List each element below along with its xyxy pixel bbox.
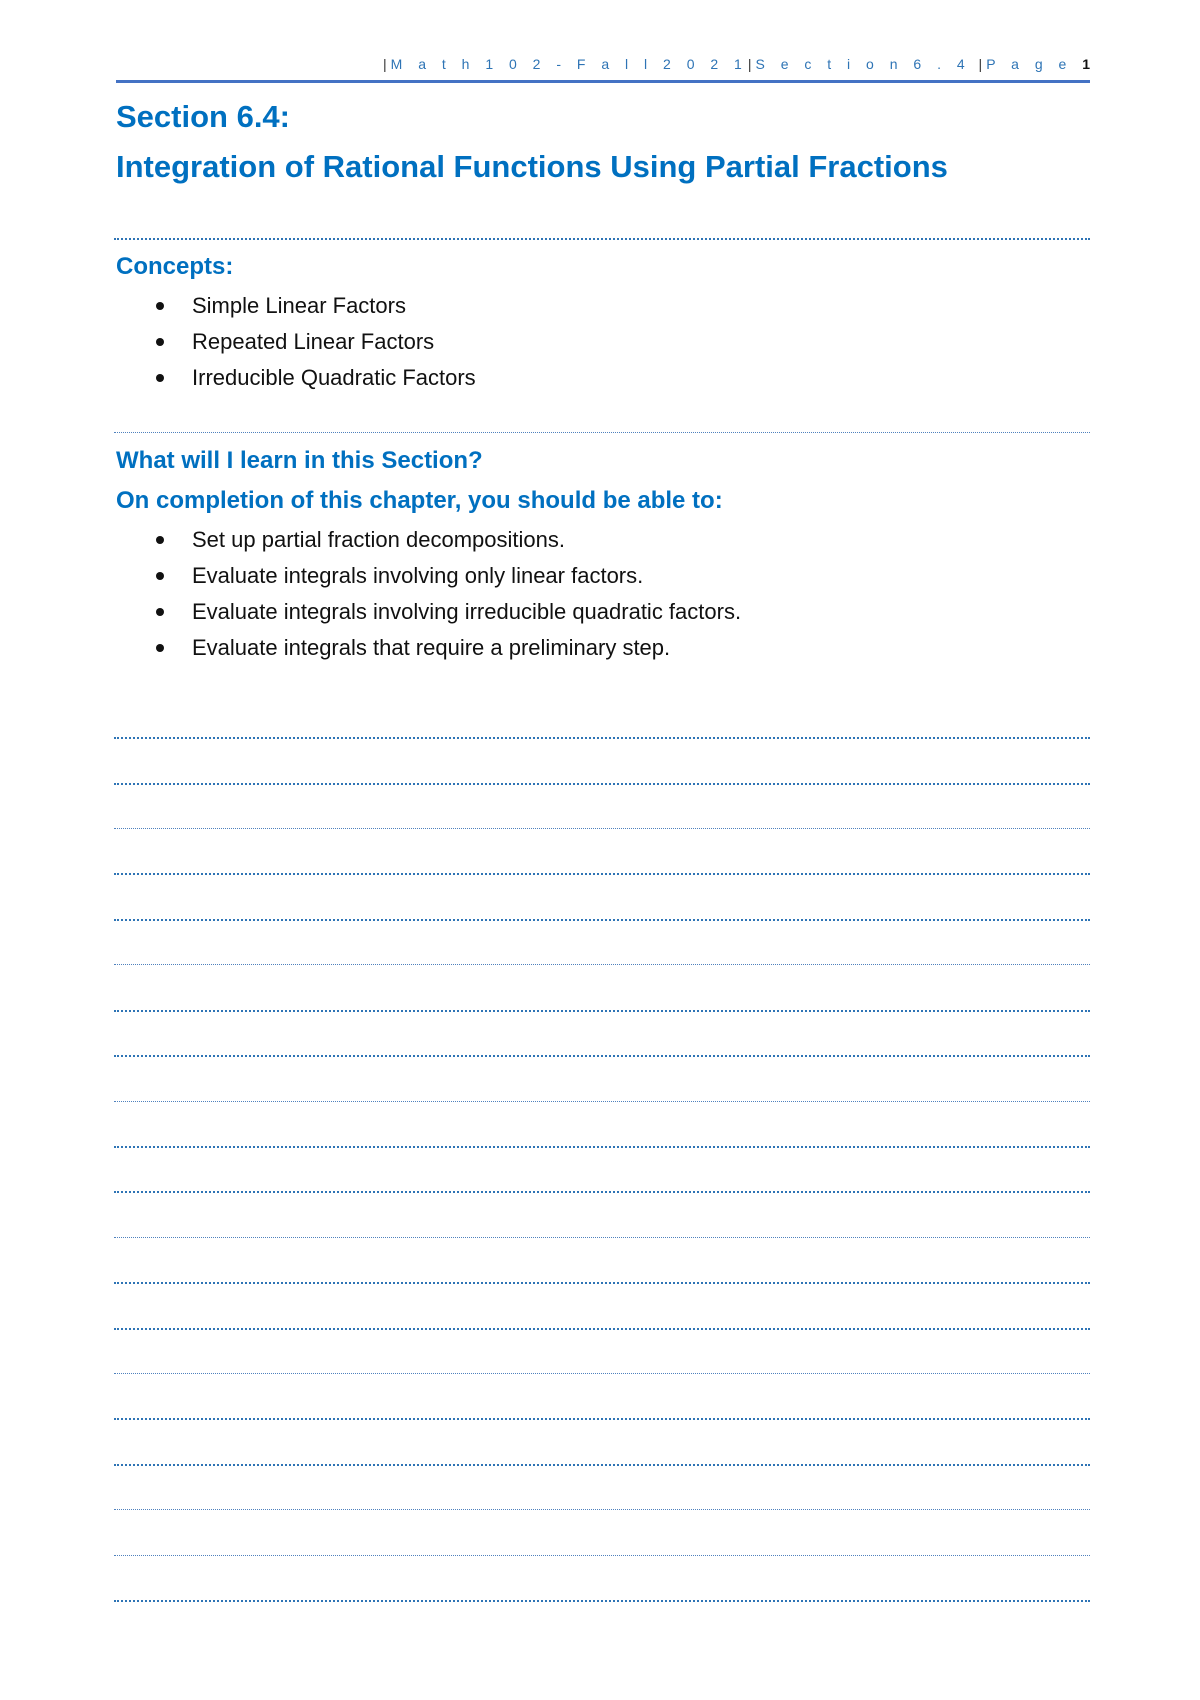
list-item (116, 288, 1016, 324)
header-page-label: P a g e (986, 56, 1073, 72)
concepts-list (116, 288, 1016, 396)
header-separator: | (747, 56, 756, 72)
concept-text: Irreducible Quadratic Factors (192, 365, 476, 390)
writing-line (114, 828, 1090, 829)
bullet-icon (156, 302, 164, 310)
writing-line (114, 1055, 1090, 1057)
concept-text: Simple Linear Factors (192, 293, 406, 318)
list-item (116, 360, 1016, 396)
writing-line (114, 1509, 1090, 1510)
header-separator: | (970, 56, 987, 72)
writing-line (114, 1237, 1090, 1238)
objectives-list (116, 522, 1016, 666)
writing-line (114, 964, 1090, 965)
list-item (116, 594, 1016, 630)
writing-line (114, 919, 1090, 921)
bullet-icon (156, 374, 164, 382)
writing-line (114, 1555, 1090, 1556)
writing-line (114, 1282, 1090, 1284)
objective-text: Evaluate integrals that require a preliminary step. (192, 635, 671, 660)
header-separator: | (383, 56, 391, 72)
writing-line (114, 1328, 1090, 1330)
title-line-1: Section 6.4: (116, 99, 290, 134)
objective-text: Evaluate integrals involving irreducible quadratic factors. (192, 599, 742, 624)
bullet-icon (156, 608, 164, 616)
dotted-divider (114, 238, 1090, 240)
writing-line (114, 1146, 1090, 1148)
header-course: M a t h 1 0 2 - F a l l 2 0 2 1 (390, 56, 748, 72)
bullet-icon (156, 536, 164, 544)
bullet-icon (156, 338, 164, 346)
bullet-icon (156, 644, 164, 652)
title-line-2: Integration of Rational Functions Using Partial Fractions (116, 149, 948, 184)
list-item (116, 324, 1016, 360)
header-page-number: 1 (1082, 56, 1090, 72)
writing-line (114, 737, 1090, 739)
objective-text: Evaluate integrals involving only linear factors. (192, 563, 644, 588)
header-section: S e c t i o n 6 . 4 (755, 56, 971, 72)
writing-line (114, 1010, 1090, 1012)
writing-line (114, 1373, 1090, 1374)
list-item (116, 630, 1016, 666)
writing-line (114, 1101, 1090, 1102)
page-title (116, 92, 1096, 192)
objectives-heading: On completion of this chapter, you should be able to: (116, 487, 723, 514)
learn-heading: What will I learn in this Section? (116, 447, 483, 474)
concepts-heading: Concepts: (116, 253, 234, 280)
header-rule (116, 80, 1090, 83)
list-item (116, 522, 1016, 558)
writing-line (114, 873, 1090, 875)
writing-line (114, 1464, 1090, 1466)
list-item (116, 558, 1016, 594)
writing-line (114, 1600, 1090, 1602)
objective-text: Set up partial fraction decompositions. (192, 527, 565, 552)
writing-line (114, 783, 1090, 785)
dotted-divider (114, 432, 1090, 433)
writing-line (114, 1191, 1090, 1193)
writing-line (114, 1418, 1090, 1420)
concept-text: Repeated Linear Factors (192, 329, 435, 354)
bullet-icon (156, 572, 164, 580)
